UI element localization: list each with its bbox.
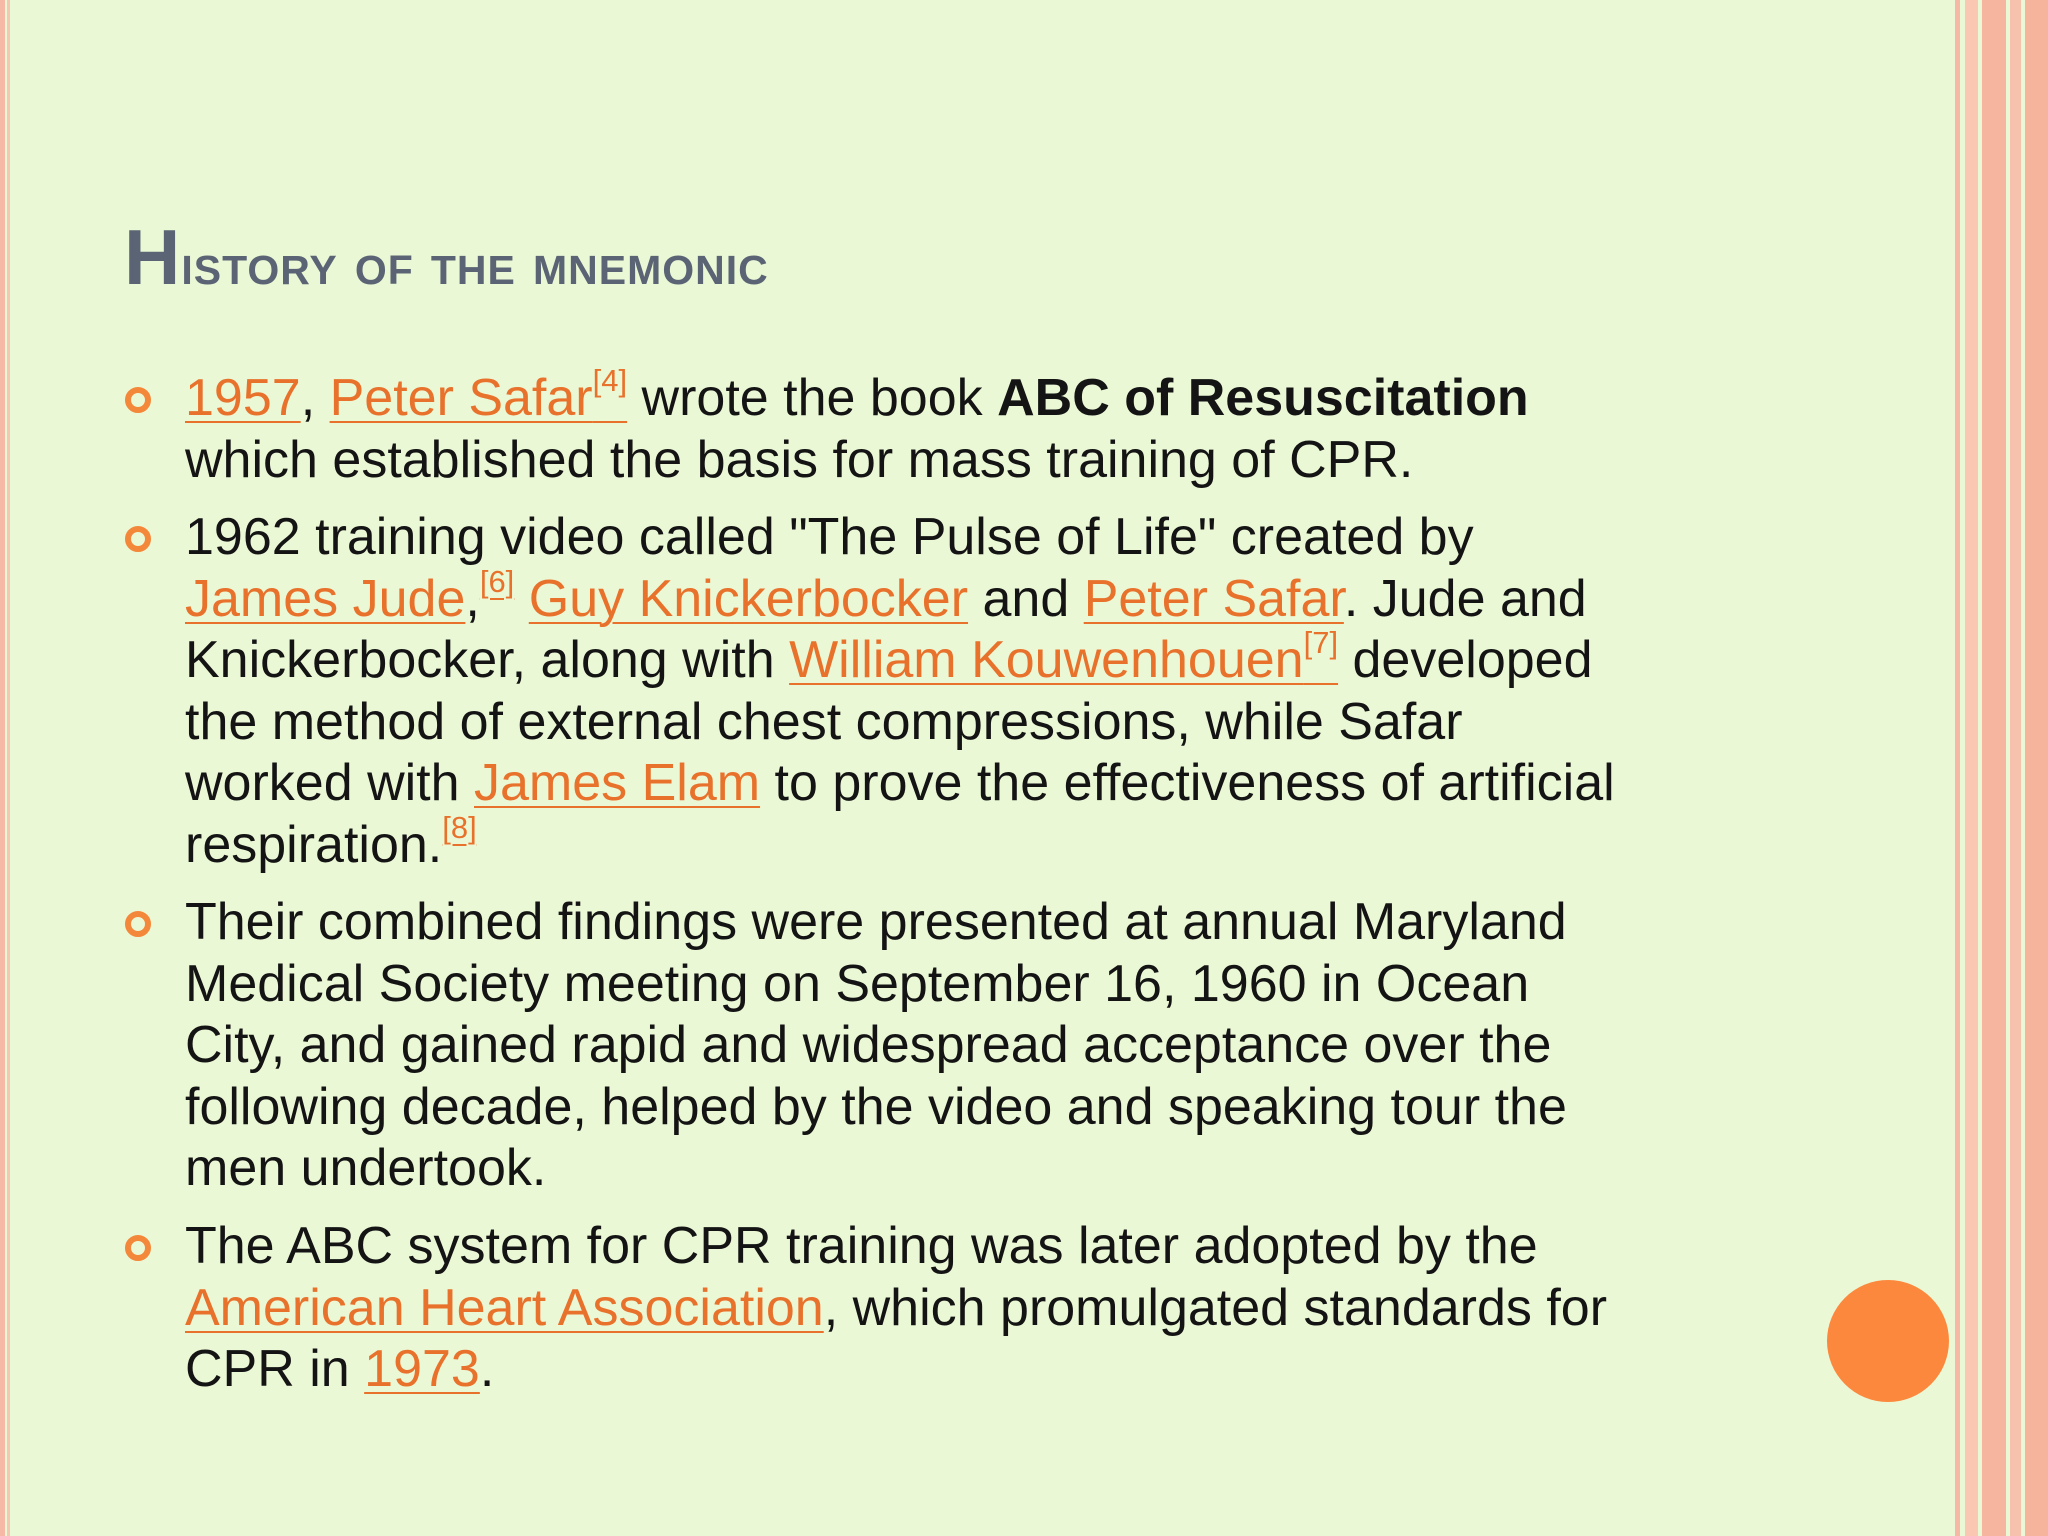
separator: , xyxy=(300,369,330,427)
footnote-ref-4: [4] xyxy=(592,363,628,398)
bullet-3-line-4: following decade, helped by the video and speaking tour the xyxy=(185,1077,1567,1136)
bullet-2-line-3-tail: developed xyxy=(1338,631,1593,689)
slide-title-initial: H xyxy=(124,213,182,301)
link-peter-safar-2[interactable]: Peter Safar xyxy=(1083,569,1344,628)
bullet-3-line-2: Medical Society meeting on September 16, 1960 in Ocean xyxy=(185,954,1530,1013)
link-william-kouwenhouen-label: William Kouwenhouen xyxy=(789,631,1304,689)
link-peter-safar[interactable] xyxy=(329,363,628,427)
bullet-2-line-2 xyxy=(185,563,1785,631)
footnote-link-8[interactable]: [8] xyxy=(442,809,477,845)
bullet-4-line-3 xyxy=(185,1339,1785,1401)
bullet-ring-icon xyxy=(125,387,151,413)
bullet-ring-icon xyxy=(125,1235,151,1261)
bullet-4-line-2-tail: , which promulgated standards for xyxy=(823,1278,1608,1337)
link-james-elam[interactable]: James Elam xyxy=(474,754,761,812)
bullet-4-line-1: The ABC system for CPR training was later adopted by the xyxy=(185,1217,1538,1275)
bullet-1-line-1 xyxy=(185,363,1785,430)
bullet-1-text: wrote the book xyxy=(627,369,998,427)
conjunction: and xyxy=(968,569,1084,628)
comma: , xyxy=(465,569,480,628)
link-william-kouwenhouen[interactable] xyxy=(789,625,1339,689)
bullet-ring-icon xyxy=(125,526,151,552)
link-1973[interactable]: 1973 xyxy=(364,1340,480,1398)
bullet-2-line-1: 1962 training video called "The Pulse of Life" created by xyxy=(185,508,1474,566)
footnote-ref-8 xyxy=(442,810,476,845)
bullet-1-line-2: which established the basis for mass training of CPR. xyxy=(185,430,1414,489)
bullet-2-line-3 xyxy=(185,625,1785,692)
bullet-2-line-4: the method of external chest compressions, while Safar xyxy=(185,692,1463,751)
link-peter-safar-label: Peter Safar xyxy=(329,369,593,427)
bullet-2-line-2-tail: . Jude and xyxy=(1343,569,1587,628)
bullet-item-3 xyxy=(185,892,1785,1200)
bullet-4-line-3-text: CPR in xyxy=(185,1340,365,1398)
link-guy-knickerbocker[interactable]: Guy Knickerbocker xyxy=(528,569,969,628)
period: . xyxy=(479,1340,495,1398)
bullet-4-line-2 xyxy=(185,1278,1785,1340)
footnote-link-6[interactable]: [6] xyxy=(479,563,515,599)
bullet-item-2 xyxy=(185,507,1785,876)
space xyxy=(514,570,528,628)
footnote-ref-7: [7] xyxy=(1303,625,1339,660)
bullet-2-line-5-tail: to prove the effectiveness of artificial xyxy=(760,754,1615,812)
link-american-heart-association[interactable]: American Heart Association xyxy=(185,1278,824,1337)
link-james-jude[interactable]: James Jude xyxy=(185,569,466,628)
footnote-ref-6 xyxy=(480,564,514,599)
bullet-2-line-6-text: respiration. xyxy=(185,815,443,874)
bullet-ring-icon xyxy=(125,911,151,937)
bullet-3-line-3: City, and gained rapid and widespread acceptance over the xyxy=(185,1016,1552,1074)
bullet-2-line-5 xyxy=(185,753,1785,815)
bullet-2-line-3-text: Knickerbocker, along with xyxy=(185,631,790,689)
bullet-3-line-1: Their combined findings were presented at annual Maryland xyxy=(185,893,1567,951)
bullet-2-line-5-text: worked with xyxy=(185,754,474,812)
link-1957[interactable]: 1957 xyxy=(185,369,301,427)
bullet-3-line-5: men undertook. xyxy=(185,1139,547,1197)
book-title: ABC of Resuscitation xyxy=(997,369,1529,427)
bullet-2-line-6 xyxy=(185,809,1785,877)
bullet-item-4 xyxy=(185,1216,1785,1401)
bullet-item-1 xyxy=(185,363,1785,491)
slide-title-rest: istory of the mnemonic xyxy=(181,232,769,297)
